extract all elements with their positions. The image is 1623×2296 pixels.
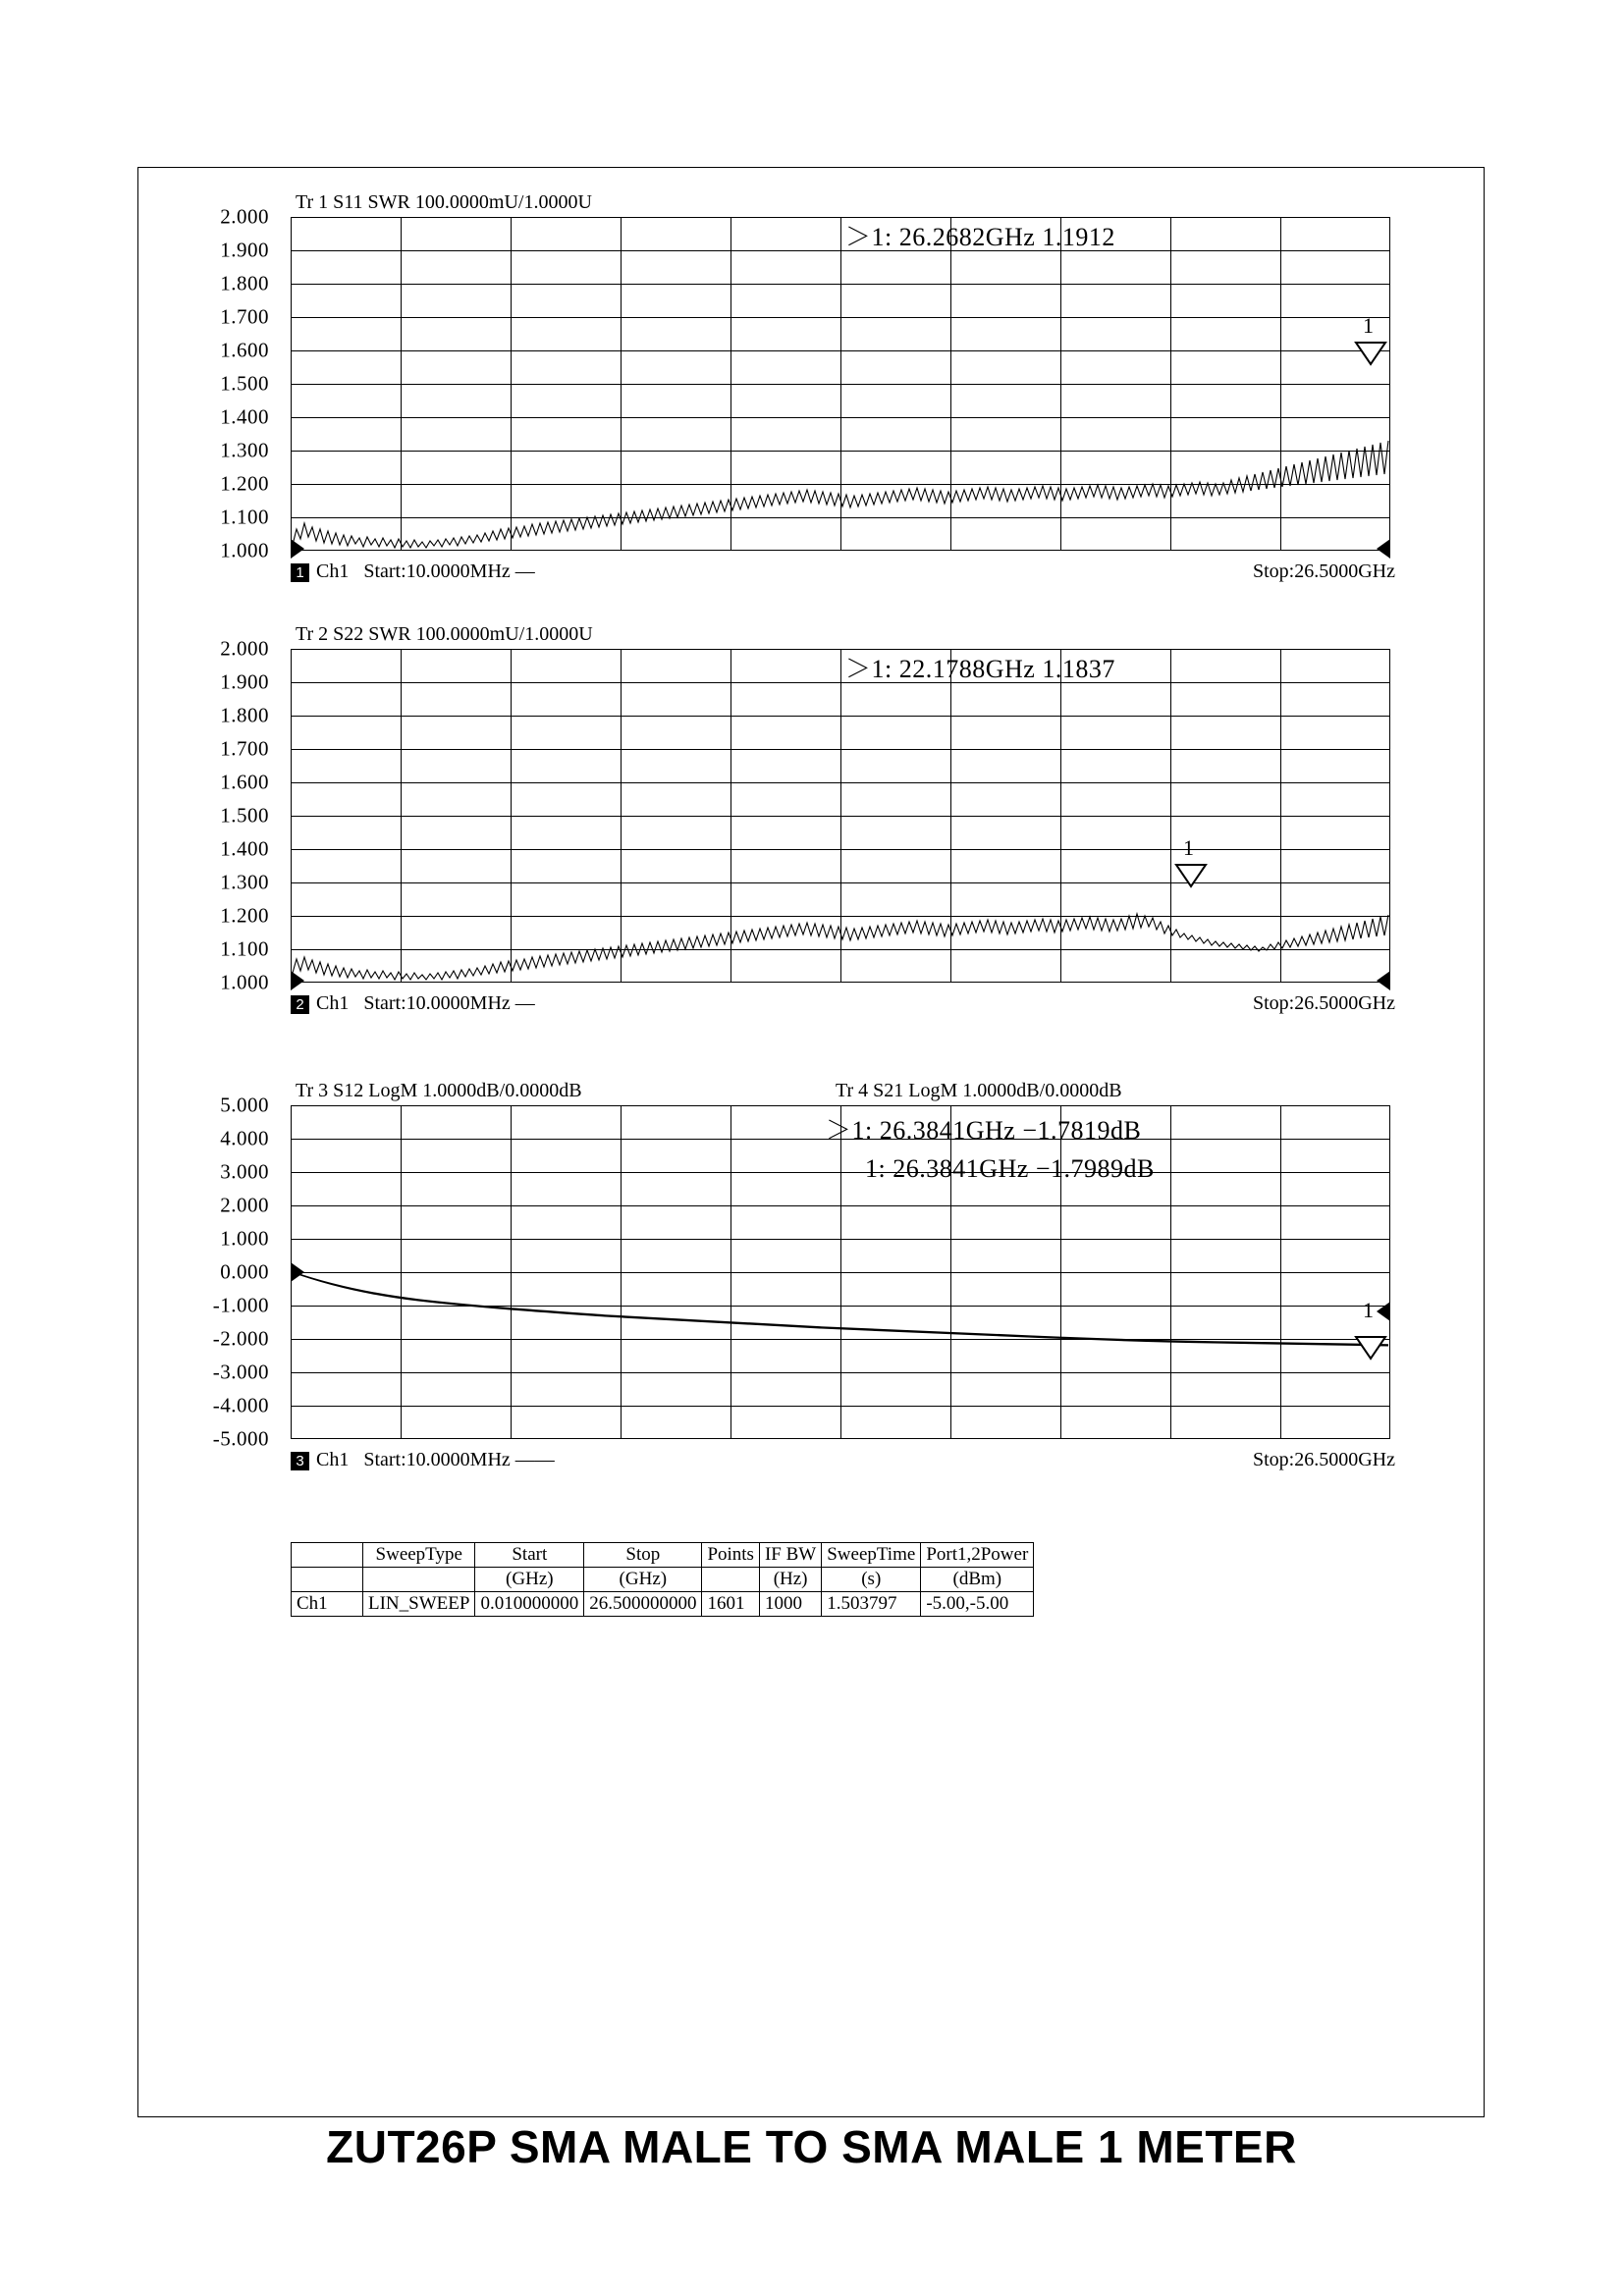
y-axis-labels-2 bbox=[183, 636, 269, 994]
trace-s21-s12-logm bbox=[291, 1105, 1390, 1439]
y-tick-label: 1.100 bbox=[220, 936, 269, 961]
cell-sweeptime: 1.503797 bbox=[822, 1591, 921, 1616]
marker-label-2: 1 bbox=[1183, 835, 1194, 860]
marker-triangle-2 bbox=[1174, 863, 1208, 888]
th-stop: Stop bbox=[584, 1543, 702, 1568]
trace-title-1: Tr 1 S11 SWR 100.0000mU/1.0000U bbox=[296, 191, 592, 213]
cell-ifbw: 1000 bbox=[759, 1591, 821, 1616]
trace-s22-swr bbox=[291, 649, 1390, 983]
th-power: Port1,2Power bbox=[921, 1543, 1034, 1568]
plot-block-1 bbox=[138, 168, 1484, 619]
trace-dash: — bbox=[514, 992, 535, 1014]
y-axis-labels-1 bbox=[183, 204, 269, 562]
plot-footer-1 bbox=[291, 561, 535, 583]
th-sweeptime: SweepTime bbox=[822, 1543, 921, 1568]
marker-triangle-3 bbox=[1354, 1335, 1387, 1361]
marker-label-3: 1 bbox=[1363, 1298, 1374, 1322]
th2-sweeptime-unit: (s) bbox=[822, 1567, 921, 1591]
y-tick-label: -5.000 bbox=[212, 1426, 269, 1451]
y-tick-label: 1.200 bbox=[220, 471, 269, 496]
y-tick-label: 1.400 bbox=[220, 404, 269, 429]
stop-label-1: Stop:26.5000GHz bbox=[1253, 561, 1395, 582]
y-tick-label: 1.300 bbox=[220, 870, 269, 894]
page-title: ZUT26P SMA MALE TO SMA MALE 1 METER bbox=[326, 2121, 1297, 2172]
channel-badge: 3 bbox=[291, 1452, 309, 1470]
y-tick-label: 1.000 bbox=[220, 970, 269, 994]
table-header-row-1 bbox=[292, 1543, 1034, 1568]
plot-block-2 bbox=[138, 600, 1484, 1051]
th2-sweeptype-unit bbox=[363, 1567, 475, 1591]
y-tick-label: 1.600 bbox=[220, 770, 269, 794]
cell-power: -5.00,-5.00 bbox=[921, 1591, 1034, 1616]
trace-title-3: Tr 3 S12 LogM 1.0000dB/0.0000dB bbox=[296, 1080, 582, 1101]
chart-area-1 bbox=[291, 217, 1390, 551]
marker-label-1: 1 bbox=[1363, 313, 1374, 338]
stop-marker-icon bbox=[1376, 971, 1391, 990]
cell-points: 1601 bbox=[702, 1591, 760, 1616]
cell-sweeptype: LIN_SWEEP bbox=[363, 1591, 475, 1616]
y-tick-label: 5.000 bbox=[220, 1093, 269, 1117]
trace-dash: —— bbox=[514, 1449, 555, 1470]
y-tick-label: 1.500 bbox=[220, 371, 269, 396]
y-tick-label: -4.000 bbox=[212, 1393, 269, 1417]
channel-label: Ch1 bbox=[316, 992, 350, 1014]
start-marker-icon bbox=[291, 1262, 306, 1282]
report-sheet bbox=[137, 167, 1485, 2117]
y-axis-labels-3 bbox=[183, 1093, 269, 1451]
y-tick-label: 1.200 bbox=[220, 903, 269, 928]
th-ifbw: IF BW bbox=[759, 1543, 821, 1568]
y-tick-label: 2.000 bbox=[220, 204, 269, 229]
y-tick-label: -3.000 bbox=[212, 1360, 269, 1384]
channel-label: Ch1 bbox=[316, 561, 350, 582]
y-tick-label: 1.700 bbox=[220, 736, 269, 761]
cell-start: 0.010000000 bbox=[475, 1591, 584, 1616]
plot-footer-2 bbox=[291, 992, 535, 1015]
trace-dash: — bbox=[514, 561, 535, 582]
start-label: Start:10.0000MHz bbox=[363, 992, 511, 1014]
y-tick-label: -1.000 bbox=[212, 1293, 269, 1317]
marker-readout-2: ＞1: 22.1788GHz 1.1837 bbox=[845, 655, 1115, 683]
y-tick-label: 2.000 bbox=[220, 636, 269, 661]
y-tick-label: 0.000 bbox=[220, 1259, 269, 1284]
th2-blank bbox=[292, 1567, 363, 1591]
stop-marker-icon bbox=[1376, 539, 1391, 559]
cell-channel: Ch1 bbox=[292, 1591, 363, 1616]
y-tick-label: 1.800 bbox=[220, 703, 269, 727]
th-start: Start bbox=[475, 1543, 584, 1568]
stop-label-2: Stop:26.5000GHz bbox=[1253, 992, 1395, 1014]
start-marker-icon bbox=[291, 971, 306, 990]
trace-title-4: Tr 4 S21 LogM 1.0000dB/0.0000dB bbox=[836, 1080, 1122, 1101]
th-points: Points bbox=[702, 1543, 760, 1568]
y-tick-label: -2.000 bbox=[212, 1326, 269, 1351]
y-tick-label: 1.600 bbox=[220, 338, 269, 362]
plot-block-3 bbox=[138, 1056, 1484, 1527]
y-tick-label: 4.000 bbox=[220, 1126, 269, 1150]
y-tick-label: 1.900 bbox=[220, 669, 269, 694]
y-tick-label: 1.000 bbox=[220, 538, 269, 562]
th2-power-unit: (dBm) bbox=[921, 1567, 1034, 1591]
sweep-parameters-table bbox=[291, 1542, 1034, 1617]
y-tick-label: 1.400 bbox=[220, 836, 269, 861]
marker-readout-3b: 1: 26.3841GHz −1.7989dB bbox=[865, 1154, 1155, 1183]
th2-ifbw-unit: (Hz) bbox=[759, 1567, 821, 1591]
th2-stop-unit: (GHz) bbox=[584, 1567, 702, 1591]
y-tick-label: 1.700 bbox=[220, 304, 269, 329]
cell-stop: 26.500000000 bbox=[584, 1591, 702, 1616]
marker-readout-3a: ＞1: 26.3841GHz −1.7819dB bbox=[826, 1116, 1142, 1145]
th-sweeptype: SweepType bbox=[363, 1543, 475, 1568]
th-blank bbox=[292, 1543, 363, 1568]
stop-marker-icon bbox=[1376, 1302, 1391, 1321]
plot-footer-3 bbox=[291, 1449, 555, 1471]
marker-readout-1: ＞1: 26.2682GHz 1.1912 bbox=[845, 223, 1115, 251]
marker-triangle-1 bbox=[1354, 341, 1387, 366]
y-tick-label: 1.000 bbox=[220, 1226, 269, 1251]
y-tick-label: 1.100 bbox=[220, 505, 269, 529]
y-tick-label: 1.300 bbox=[220, 438, 269, 462]
table-header-row-2 bbox=[292, 1567, 1034, 1591]
y-tick-label: 1.500 bbox=[220, 803, 269, 828]
channel-label: Ch1 bbox=[316, 1449, 350, 1470]
channel-badge: 2 bbox=[291, 995, 309, 1014]
y-tick-label: 1.900 bbox=[220, 238, 269, 262]
y-tick-label: 3.000 bbox=[220, 1159, 269, 1184]
th2-points-unit bbox=[702, 1567, 760, 1591]
trace-title-2: Tr 2 S22 SWR 100.0000mU/1.0000U bbox=[296, 623, 593, 645]
stop-label-3: Stop:26.5000GHz bbox=[1253, 1449, 1395, 1470]
y-tick-label: 1.800 bbox=[220, 271, 269, 295]
trace-s11-swr bbox=[291, 217, 1390, 551]
channel-badge: 1 bbox=[291, 563, 309, 582]
start-label: Start:10.0000MHz bbox=[363, 1449, 511, 1470]
table-row bbox=[292, 1591, 1034, 1616]
start-marker-icon bbox=[291, 539, 306, 559]
th2-start-unit: (GHz) bbox=[475, 1567, 584, 1591]
start-label: Start:10.0000MHz bbox=[363, 561, 511, 582]
y-tick-label: 2.000 bbox=[220, 1193, 269, 1217]
chart-area-2 bbox=[291, 649, 1390, 983]
chart-area-3 bbox=[291, 1105, 1390, 1439]
